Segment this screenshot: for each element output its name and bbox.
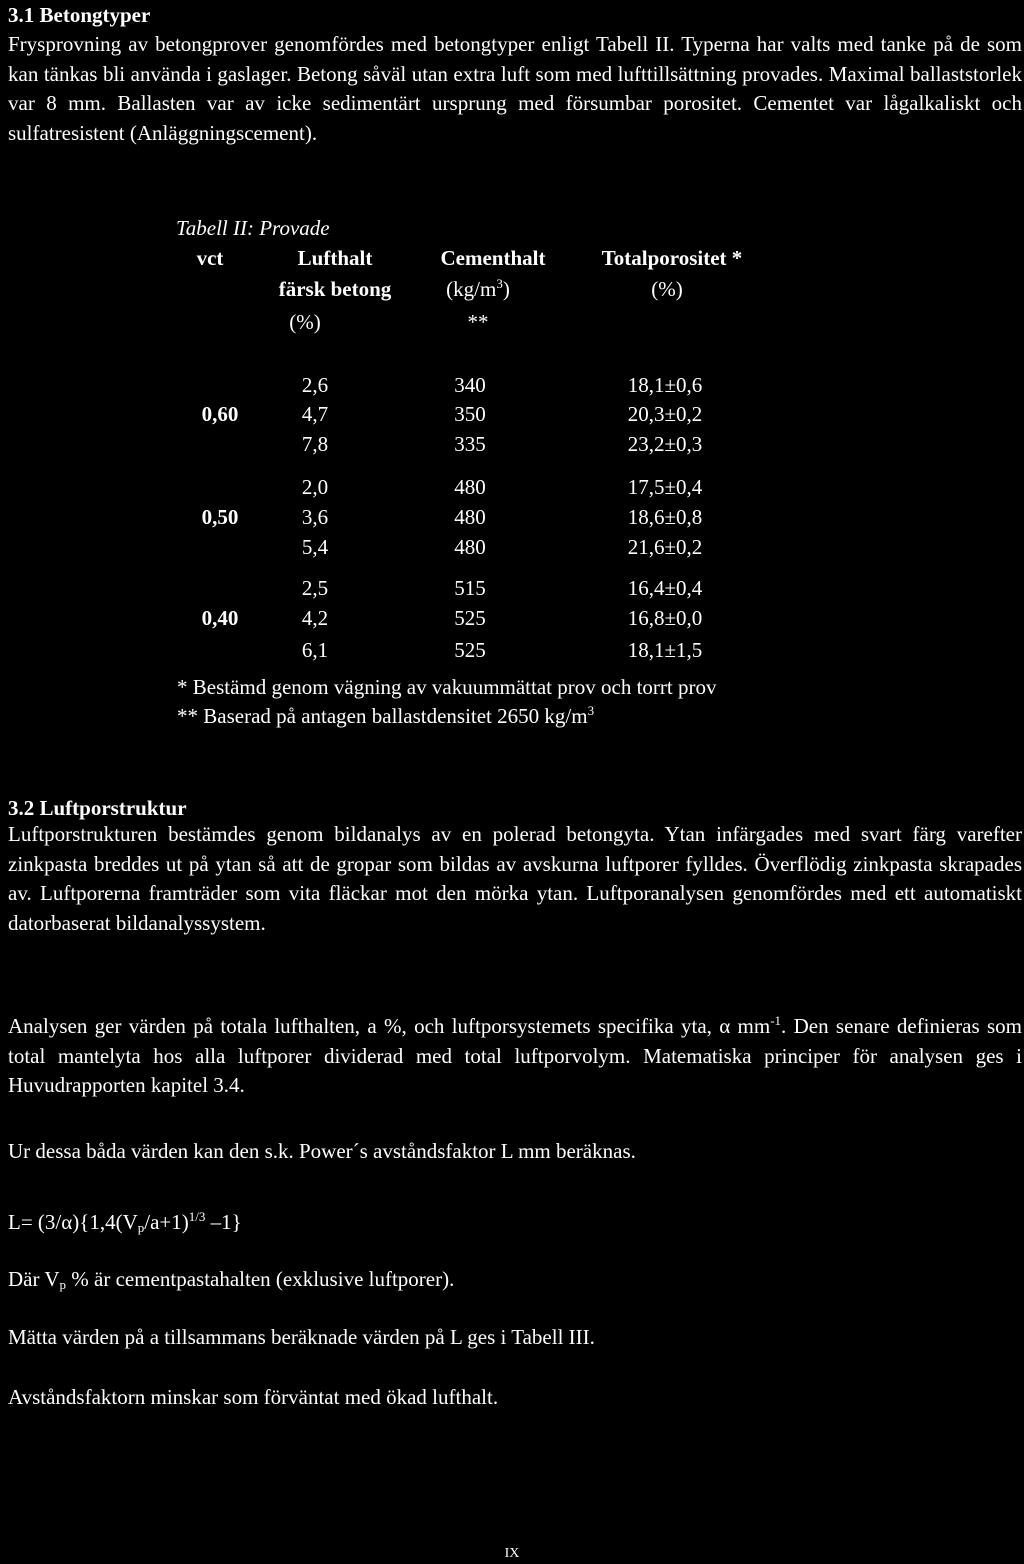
section-3-2-body-5: Mätta värden på a tillsammans beräknade värden på L ges i Tabell III. — [8, 1325, 595, 1349]
table-header-cementhalt-note: ** — [467, 310, 489, 334]
section-3-2-body-6: Avståndsfaktorn minskar som förväntat med ökad lufthalt. — [8, 1385, 499, 1409]
table-cell-lufthalt: 5,4 — [301, 535, 329, 559]
table-vct-0-50: 0,50 — [201, 505, 239, 529]
table-cell-cementhalt: 480 — [454, 505, 486, 529]
table-header-cementhalt: Cementhalt — [440, 246, 546, 270]
table-cell-totalporositet: 23,2±0,3 — [627, 432, 703, 456]
table-cell-totalporositet: 16,4±0,4 — [627, 576, 703, 600]
table-cell-lufthalt: 2,0 — [301, 475, 329, 499]
table-caption: Tabell II: Provade — [176, 216, 330, 240]
section-3-2-body-1: Luftporstrukturen bestämdes genom bildanalys av en polerad betongyta. Ytan infärgades med svart färg varefter zinkpasta breddes ut på ytan så att de gropar som bildas av avskurna luftporer fylldes. Överflödig zinkpasta skrapades av. Luftporerna framträder som vita fläckar mot den mörka ytan. Luftporanalysen genomfördes med ett automatiskt datorbaserat bildanalyssystem. — [8, 822, 1022, 935]
table-vct-0-60: 0,60 — [201, 402, 239, 426]
table-cell-totalporositet: 17,5±0,4 — [627, 475, 703, 499]
table-cell-cementhalt: 335 — [454, 432, 486, 456]
table-cell-cementhalt: 525 — [454, 606, 486, 630]
table-cell-lufthalt: 3,6 — [301, 505, 329, 529]
table-cell-lufthalt: 2,6 — [301, 373, 329, 397]
table-cell-lufthalt: 4,2 — [301, 606, 329, 630]
table-header-totalporositet: Totalporositet * — [601, 246, 743, 270]
table-footnote-1: * Bestämd genom vägning av vakuummättat prov och torrt prov — [177, 675, 717, 699]
table-cell-lufthalt: 4,7 — [301, 402, 329, 426]
section-3-1-heading: 3.1 Betongtyper — [8, 3, 151, 27]
table-header-lufthalt-unit: (%) — [289, 310, 321, 334]
table-cell-lufthalt: 2,5 — [301, 576, 329, 600]
table-cell-totalporositet: 18,6±0,8 — [627, 505, 703, 529]
table-cell-cementhalt: 480 — [454, 535, 486, 559]
table-cell-lufthalt: 6,1 — [301, 638, 329, 662]
table-cell-lufthalt: 7,8 — [301, 432, 329, 456]
section-3-2-heading: 3.2 Luftporstruktur — [8, 796, 187, 820]
table-header-totalporositet-unit: (%) — [651, 277, 683, 301]
table-cell-totalporositet: 21,6±0,2 — [627, 535, 703, 559]
table-cell-cementhalt: 515 — [454, 576, 486, 600]
table-header-cementhalt-unit: $(kg/m^3)$ — [446, 276, 510, 301]
section-3-2-body-3: Ur dessa båda värden kan den s.k. Power´s avståndsfaktor L mm beräknas. — [8, 1139, 636, 1163]
section-3-1-body: Frysprovning av betongprover genomfördes med betongtyper enligt Tabell II. Typerna har valts med tanke på de som kan tänkas bli använda i gaslager. Betong såväl utan extra luft som med lufttillsättning provades. Maximal ballaststorlek var 8 mm. Ballasten var av icke sedimentärt ursprung med försumbar porositet. Cementet var lågalkaliskt och sulfatresistent (Anläggningscement). — [8, 32, 1022, 145]
table-cell-cementhalt: 525 — [454, 638, 486, 662]
table-cell-cementhalt: 480 — [454, 475, 486, 499]
page-number: IX — [504, 1546, 520, 1561]
table-cell-cementhalt: 340 — [454, 373, 486, 397]
table-cell-totalporositet: 18,1±0,6 — [627, 373, 703, 397]
section-3-2-body-4: Där $V_p$ % är cementpastahalten (exklusive luftporer). — [8, 1267, 455, 1292]
table-cell-totalporositet: 20,3±0,2 — [627, 402, 703, 426]
table-header-lufthalt: Lufthalt — [297, 246, 373, 270]
formula-l: $L= (3/\alpha)\{1,4(V_p/a+1)^{1/3}$ –1} — [8, 1209, 242, 1235]
table-cell-totalporositet: 18,1±1,5 — [627, 638, 703, 662]
table-header-lufthalt-sub: färsk betong — [278, 277, 392, 301]
table-footnote-2: ** Baserad på antagen ballastdensitet 2650 $kg/m^3$ — [177, 703, 595, 728]
table-cell-cementhalt: 350 — [454, 402, 486, 426]
table-cell-totalporositet: 16,8±0,0 — [627, 606, 703, 630]
section-3-2-body-2: Analysen ger värden på totala lufthalten, a %, och luftporsystemets specifika yta, α $mm^{-1}$. Den senare definieras som total mantelyta hos alla luftporer dividerad med total luftporvolym. Matematiska principer för analysen ges i Huvudrapporten kapitel 3.4. — [8, 1013, 1022, 1097]
table-vct-0-40: 0,40 — [201, 606, 239, 630]
table-header-vct: vct — [196, 246, 224, 270]
